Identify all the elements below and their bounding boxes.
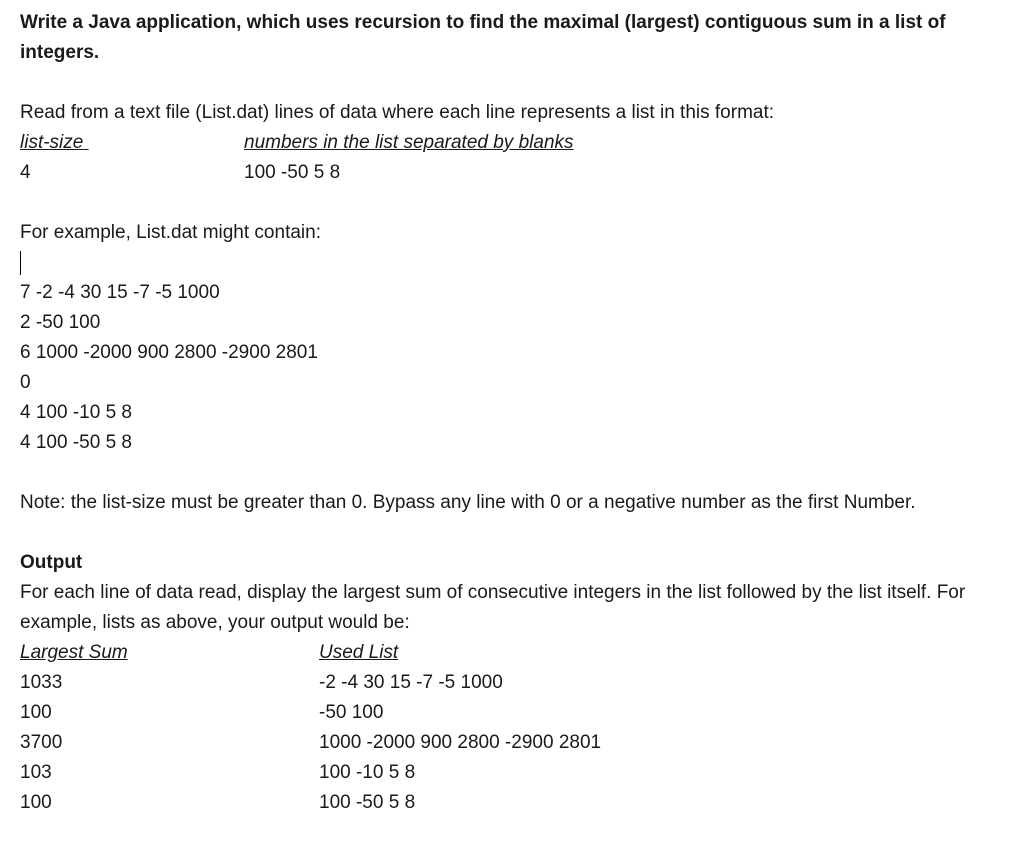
format-header-numbers: numbers in the list separated by blanks	[244, 132, 574, 153]
row-sum: 100	[20, 702, 52, 723]
row-sum: 3700	[20, 732, 63, 753]
spacer	[20, 458, 1010, 488]
table-row	[20, 728, 1010, 758]
row-sum: 1033	[20, 672, 63, 693]
output-header-row	[20, 638, 1010, 668]
spacer	[20, 188, 1010, 218]
format-example-row	[20, 158, 1010, 188]
data-line: 6 1000 -2000 900 2800 -2900 2801	[20, 342, 318, 363]
document-page	[20, 8, 1010, 818]
intro-paragraph: Read from a text file (List.dat) lines of data where each line represents a list in this format:	[20, 102, 775, 123]
data-line: 0	[20, 372, 31, 393]
row-sum: 100	[20, 792, 52, 813]
text-cursor	[20, 251, 21, 275]
row-list: -50 100	[319, 702, 384, 723]
row-list: 100 -50 5 8	[319, 792, 416, 813]
format-header-row	[20, 128, 1010, 158]
table-row	[20, 668, 1010, 698]
example-intro: For example, List.dat might contain:	[20, 222, 321, 243]
assignment-title: Write a Java application, which uses recursion to find the maximal (largest) contiguous sum in a list of integers.	[20, 12, 946, 63]
row-sum: 103	[20, 762, 52, 783]
table-row	[20, 698, 1010, 728]
note-paragraph: Note: the list-size must be greater than 0. Bypass any line with 0 or a negative number as the first Number.	[20, 492, 916, 513]
format-example-size: 4	[20, 162, 31, 183]
data-line: 4 100 -50 5 8	[20, 432, 132, 453]
output-header-sum: Largest Sum	[20, 642, 128, 663]
row-list: 1000 -2000 900 2800 -2900 2801	[319, 732, 602, 753]
output-header-list: Used List	[319, 642, 399, 663]
row-list: -2 -4 30 15 -7 -5 1000	[319, 672, 503, 693]
data-line: 4 100 -10 5 8	[20, 402, 132, 423]
spacer	[20, 68, 1010, 98]
format-header-size: list-size	[20, 132, 84, 153]
table-row	[20, 788, 1010, 818]
output-paragraph: For each line of data read, display the largest sum of consecutive integers in the list followed by the list itself. For example, lists as above, your output would be:	[20, 582, 966, 633]
row-list: 100 -10 5 8	[319, 762, 416, 783]
text-cursor-line	[20, 248, 1010, 278]
spacer	[20, 518, 1010, 548]
header-underline-pad	[83, 132, 88, 153]
data-lines-block	[20, 278, 1010, 458]
data-line: 2 -50 100	[20, 312, 101, 333]
format-example-numbers: 100 -50 5 8	[244, 162, 341, 183]
table-row	[20, 758, 1010, 788]
output-heading: Output	[20, 552, 83, 573]
data-line: 7 -2 -4 30 15 -7 -5 1000	[20, 282, 220, 303]
